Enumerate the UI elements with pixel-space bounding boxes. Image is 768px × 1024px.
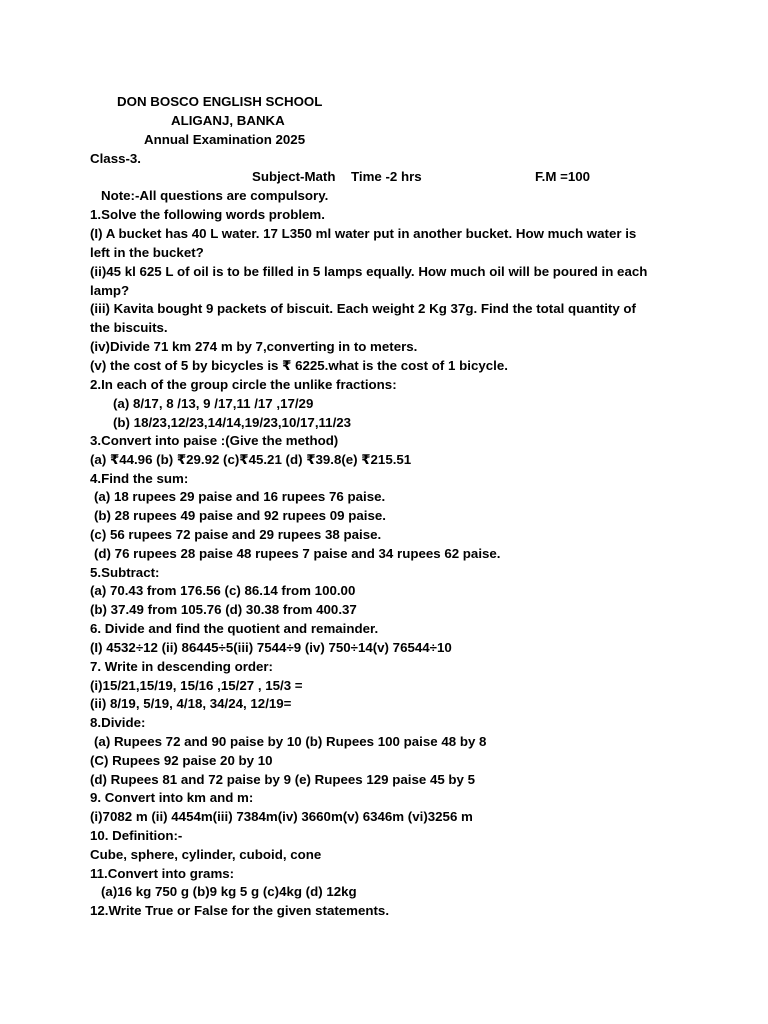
question-9-line: (i)7082 m (ii) 4454m(iii) 7384m(iv) 3660m(v) 6346m (vi)3256 m	[90, 809, 473, 824]
question-1-line: lamp?	[90, 283, 130, 298]
question-5-line: (b) 37.49 from 105.76 (d) 30.38 from 400.37	[90, 602, 357, 617]
question-11-line: (a)16 kg 750 g (b)9 kg 5 g (c)4kg (d) 12kg	[101, 884, 357, 899]
question-7-line: (ii) 8/19, 5/19, 4/18, 34/24, 12/19=	[90, 696, 292, 711]
class-label: Class-3.	[90, 151, 141, 166]
question-5-title: 5.Subtract:	[90, 565, 160, 580]
question-6-title: 6. Divide and find the quotient and remainder.	[90, 621, 379, 636]
question-2-title: 2.In each of the group circle the unlike fractions:	[90, 377, 397, 392]
question-2-part-b: (b) 18/23,12/23,14/14,19/23,10/17,11/23	[113, 415, 352, 430]
question-1-line: (iv)Divide 71 km 274 m by 7,converting in to meters.	[90, 339, 418, 354]
question-7-title: 7. Write in descending order:	[90, 659, 273, 674]
question-12-title: 12.Write True or False for the given statements.	[90, 903, 390, 918]
full-marks-label: F.M =100	[535, 169, 591, 184]
question-10-title: 10. Definition:-	[90, 828, 183, 843]
question-5-line: (a) 70.43 from 176.56 (c) 86.14 from 100.00	[90, 583, 356, 598]
school-place: ALIGANJ, BANKA	[171, 113, 285, 128]
question-1-line: (ii)45 kl 625 L of oil is to be filled in 5 lamps equally. How much oil will be poured in each	[90, 264, 648, 279]
question-1-line: the biscuits.	[90, 320, 168, 335]
question-3-line: (a) ₹44.96 (b) ₹29.92 (c)₹45.21 (d) ₹39.8(e) ₹215.51	[90, 452, 412, 467]
question-8-title: 8.Divide:	[90, 715, 146, 730]
question-8-line: (C) Rupees 92 paise 20 by 10	[90, 753, 273, 768]
question-1-title: 1.Solve the following words problem.	[90, 207, 325, 222]
question-11-title: 11.Convert into grams:	[90, 866, 235, 881]
question-1-line: (iii) Kavita bought 9 packets of biscuit. Each weight 2 Kg 37g. Find the total quantity of	[90, 301, 636, 316]
question-9-title: 9. Convert into km and m:	[90, 790, 254, 805]
question-4-line: (c) 56 rupees 72 paise and 29 rupees 38 paise.	[90, 527, 382, 542]
note-line: Note:-All questions are compulsory.	[101, 188, 329, 203]
question-7-line: (i)15/21,15/19, 15/16 ,15/27 , 15/3 =	[90, 678, 303, 693]
question-4-line: (a) 18 rupees 29 paise and 16 rupees 76 paise.	[94, 489, 386, 504]
question-1-line: (v) the cost of 5 by bicycles is ₹ 6225.what is the cost of 1 bicycle.	[90, 358, 508, 373]
question-3-title: 3.Convert into paise :(Give the method)	[90, 433, 339, 448]
question-4-line: (b) 28 rupees 49 paise and 92 rupees 09 paise.	[94, 508, 386, 523]
question-4-line: (d) 76 rupees 28 paise 48 rupees 7 paise and 34 rupees 62 paise.	[94, 546, 501, 561]
exam-title: Annual Examination 2025	[144, 132, 306, 147]
question-8-line: (a) Rupees 72 and 90 paise by 10 (b) Rupees 100 paise 48 by 8	[94, 734, 487, 749]
time-label: Time -2 hrs	[351, 169, 422, 184]
question-10-line: Cube, sphere, cylinder, cuboid, cone	[90, 847, 322, 862]
question-6-line: (I) 4532÷12 (ii) 86445÷5(iii) 7544÷9 (iv) 750÷14(v) 76544÷10	[90, 640, 452, 655]
question-1-line: left in the bucket?	[90, 245, 204, 260]
question-4-title: 4.Find the sum:	[90, 471, 189, 486]
school-name: DON BOSCO ENGLISH SCHOOL	[117, 94, 323, 109]
question-2-part-a: (a) 8/17, 8 /13, 9 /17,11 /17 ,17/29	[113, 396, 314, 411]
question-1-line: (I) A bucket has 40 L water. 17 L350 ml water put in another bucket. How much water is	[90, 226, 637, 241]
question-8-line: (d) Rupees 81 and 72 paise by 9 (e) Rupees 129 paise 45 by 5	[90, 772, 476, 787]
subject-label: Subject-Math	[252, 169, 336, 184]
